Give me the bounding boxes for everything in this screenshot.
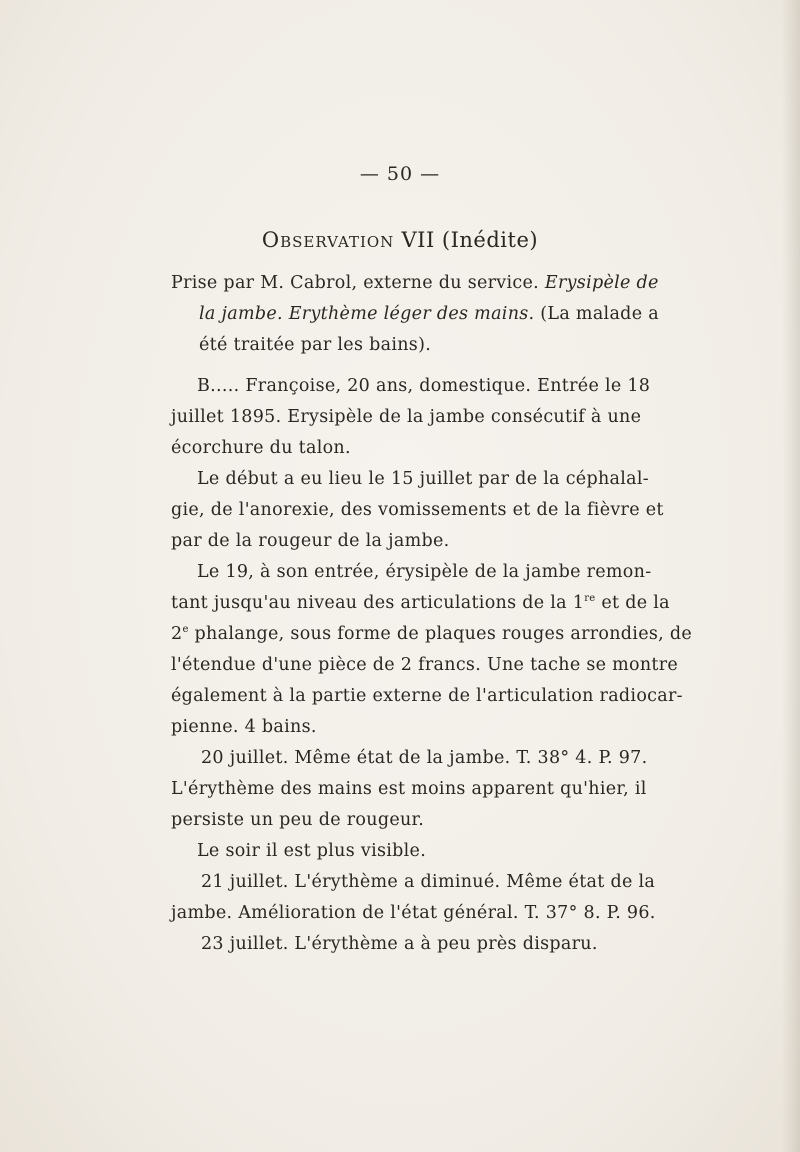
superscript: re — [584, 593, 596, 605]
intro-line-1 — [171, 268, 659, 299]
body-line: écorchure du talon. — [171, 438, 351, 458]
body-line: juillet 1895. Erysipèle de la jambe consécutif à une — [171, 407, 642, 427]
body-text — [171, 371, 693, 960]
body-line: 21 juillet. L'érythème a diminué. Même état de la — [201, 872, 656, 892]
intro-text: Prise par M. Cabrol, externe du service. — [171, 273, 545, 293]
intro-italic: Erysipèle de — [544, 273, 659, 293]
body-line: persiste un peu de rougeur. — [171, 810, 425, 830]
body-line: l'étendue d'une pièce de 2 francs. Une tache se montre — [171, 655, 679, 675]
title-smallcaps: Observation — [261, 228, 395, 252]
page-number: — 50 — — [359, 163, 441, 185]
title-rest: VII (Inédite) — [394, 228, 539, 252]
body-line: pienne. 4 bains. — [171, 717, 317, 737]
body-text-run: phalange, sous forme de plaques rouges arrondies, de — [188, 624, 693, 644]
body-text-run: 2 — [171, 624, 183, 644]
body-line: par de la rougeur de la jambe. — [171, 531, 450, 551]
body-line: également à la partie externe de l'articulation radiocar- — [171, 686, 683, 706]
body-line: Le soir il est plus visible. — [197, 841, 427, 861]
body-line: 23 juillet. L'érythème a à peu près disparu. — [201, 934, 598, 954]
intro-text: (La malade a — [534, 304, 659, 324]
observation-title — [0, 228, 800, 252]
intro-paragraph — [171, 268, 659, 361]
body-line — [171, 588, 670, 619]
superscript: e — [182, 624, 189, 636]
body-text-run: et de la — [595, 593, 670, 613]
body-text-run: tant jusqu'au niveau des articulations de la 1 — [171, 593, 585, 613]
intro-line-3: été traitée par les bains). — [199, 335, 432, 355]
body-line: L'érythème des mains est moins apparent qu'hier, il — [171, 779, 647, 799]
body-line: jambe. Amélioration de l'état général. T. 37° 8. P. 96. — [171, 903, 656, 923]
body-line: Le début a eu lieu le 15 juillet par de la céphalal- — [197, 469, 650, 489]
body-line: gie, de l'anorexie, des vomissements et de la fièvre et — [171, 500, 664, 520]
body-line: B..... Françoise, 20 ans, domestique. Entrée le 18 — [197, 376, 651, 396]
intro-line-2 — [171, 299, 659, 330]
intro-italic: la jambe. Erythème léger des mains. — [199, 304, 535, 324]
body-line — [171, 619, 693, 650]
body-line: 20 juillet. Même état de la jambe. T. 38° 4. P. 97. — [201, 748, 648, 768]
body-line: Le 19, à son entrée, érysipèle de la jambe remon- — [197, 562, 652, 582]
